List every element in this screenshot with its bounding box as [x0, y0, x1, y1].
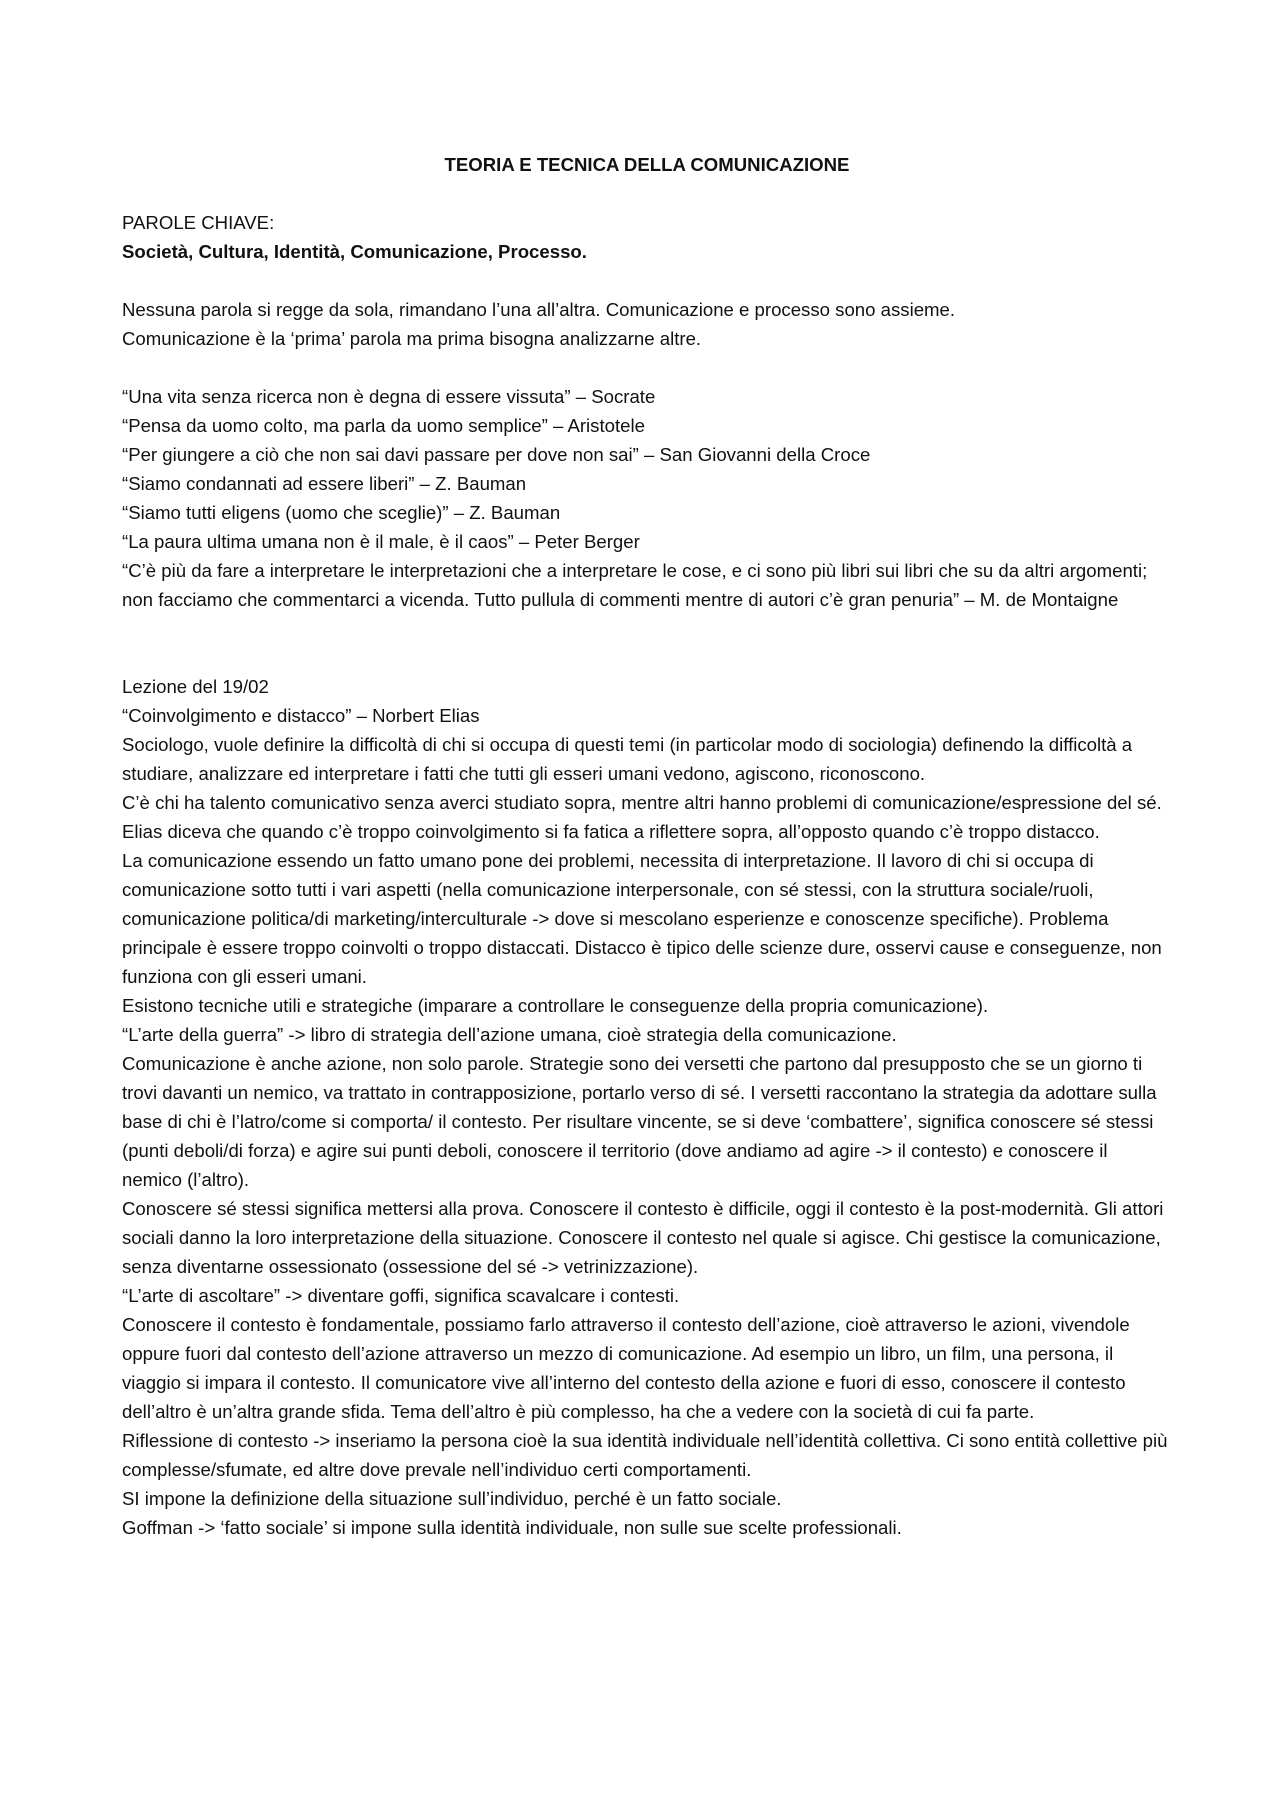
quote-line: “Una vita senza ricerca non è degna di essere vissuta” – Socrate	[122, 386, 656, 407]
lesson-paragraph: Goffman -> ‘fatto sociale’ si impone sulla identità individuale, non sulle sue scelte professionali.	[122, 1517, 902, 1538]
lesson-paragraph: Riflessione di contesto -> inseriamo la persona cioè la sua identità individuale nell’identità collettiva. Ci sono entità collettive più complesse/sfumate, ed altre dove prevale nell’individuo certi comportamenti.	[122, 1430, 1168, 1480]
spacer	[122, 266, 1172, 295]
document-title: TEORIA E TECNICA DELLA COMUNICAZIONE	[444, 154, 850, 175]
quote-line: “Pensa da uomo colto, ma parla da uomo semplice” – Aristotele	[122, 415, 645, 436]
keywords-label: PAROLE CHIAVE:	[122, 212, 275, 233]
lesson-paragraph: “L’arte della guerra” -> libro di strategia dell’azione umana, cioè strategia della comunicazione.	[122, 1024, 897, 1045]
quote-line: “Siamo tutti eligens (uomo che sceglie)” – Z. Bauman	[122, 502, 561, 523]
keywords-list: Società, Cultura, Identità, Comunicazione, Processo.	[122, 241, 587, 262]
spacer	[122, 353, 1172, 382]
lesson-paragraph: Conoscere sé stessi significa mettersi alla prova. Conoscere il contesto è difficile, oggi il contesto è la post-modernità. Gli attori sociali danno la loro interpretazione della situazione. Conoscere il contesto nel quale si agisce. Chi gestisce la comunicazione, senza diventarne ossessionato (ossessione del sé -> vetrinizzazione).	[122, 1198, 1164, 1277]
intro-line: Nessuna parola si regge da sola, rimandano l’una all’altra. Comunicazione e processo sono assieme.	[122, 299, 956, 320]
quote-line: “Per giungere a ciò che non sai davi passare per dove non sai” – San Giovanni della Croce	[122, 444, 871, 465]
lesson-paragraph: SI impone la definizione della situazione sull’individuo, perché è un fatto sociale.	[122, 1488, 782, 1509]
lesson-subheading: “Coinvolgimento e distacco” – Norbert Elias	[122, 705, 480, 726]
spacer	[122, 614, 1172, 672]
lesson-paragraph: Esistono tecniche utili e strategiche (imparare a controllare le conseguenze della propria comunicazione).	[122, 995, 989, 1016]
lesson-paragraph: C’è chi ha talento comunicativo senza averci studiato sopra, mentre altri hanno problemi di comunicazione/espressione del sé. Elias diceva che quando c’è troppo coinvolgimento si fa fatica a riflettere sopra, all’opposto quando c’è troppo distacco.	[122, 792, 1162, 842]
intro-line: Comunicazione è la ‘prima’ parola ma prima bisogna analizzarne altre.	[122, 328, 702, 349]
lesson-paragraph: Comunicazione è anche azione, non solo parole. Strategie sono dei versetti che partono dal presupposto che se un giorno ti trovi davanti un nemico, va trattato in contrapposizione, portarlo verso di sé. I versetti raccontano la strategia da adottare sulla base di chi è l’latro/come si comporta/ il contesto. Per risultare vincente, se si deve ‘combattere’, significa conoscere sé stessi (punti deboli/di forza) e agire sui punti deboli, conoscere il territorio (dove andiamo ad agire -> il contesto) e conoscere il nemico (l’altro).	[122, 1053, 1157, 1190]
quote-line: “La paura ultima umana non è il male, è il caos” – Peter Berger	[122, 531, 640, 552]
lesson-heading: Lezione del 19/02	[122, 676, 269, 697]
lesson-paragraph: Conoscere il contesto è fondamentale, possiamo farlo attraverso il contesto dell’azione, cioè attraverso le azioni, vivendole oppure fuori dal contesto dell’azione attraverso un mezzo di comunicazione. Ad esempio un libro, un film, una persona, il viaggio si impara il contesto. Il comunicatore vive all’interno del contesto della azione e fuori di esso, conoscere il contesto dell’altro è un’altra grande sfida. Tema dell’altro è più complesso, ha che a vedere con la società di cui fa parte.	[122, 1314, 1130, 1422]
quote-line: “Siamo condannati ad essere liberi” – Z. Bauman	[122, 473, 527, 494]
lesson-paragraph: La comunicazione essendo un fatto umano pone dei problemi, necessita di interpretazione. Il lavoro di chi si occupa di comunicazione sotto tutti i vari aspetti (nella comunicazione interpersonale, con sé stessi, con la struttura sociale/ruoli, comunicazione politica/di marketing/interculturale -> dove si mescolano esperienze e conoscenze specifiche). Problema principale è essere troppo coinvolti o troppo distaccati. Distacco è tipico delle scienze dure, osservi cause e conseguenze, non funziona con gli esseri umani.	[122, 850, 1162, 987]
quote-line: “C’è più da fare a interpretare le interpretazioni che a interpretare le cose, e ci sono più libri sui libri che su da altri argomenti; non facciamo che commentarci a vicenda. Tutto pullula di commenti mentre di autori c’è gran penuria” – M. de Montaigne	[122, 560, 1148, 610]
document-page	[122, 150, 1172, 1542]
lesson-paragraph: Sociologo, vuole definire la difficoltà di chi si occupa di questi temi (in particolar modo di sociologia) definendo la difficoltà a studiare, analizzare ed interpretare i fatti che tutti gli esseri umani vedono, agiscono, riconoscono.	[122, 734, 1133, 784]
lesson-paragraph: “L’arte di ascoltare” -> diventare goffi, significa scavalcare i contesti.	[122, 1285, 680, 1306]
